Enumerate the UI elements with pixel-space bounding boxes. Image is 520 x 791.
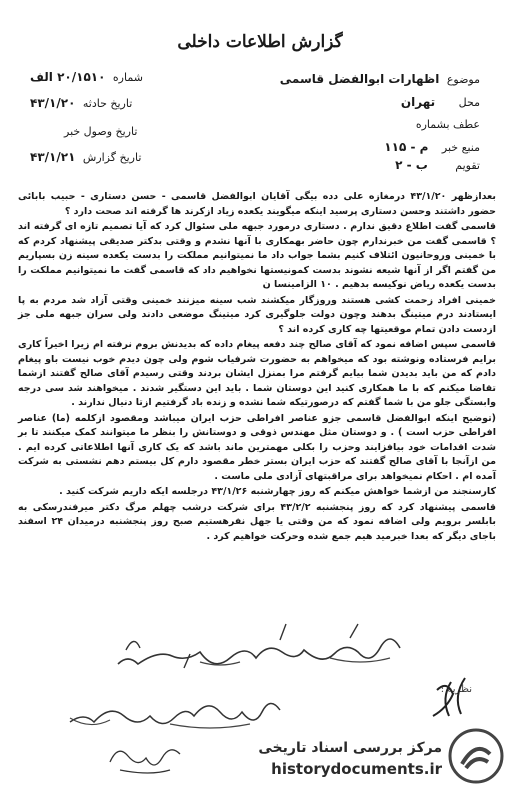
header-reference xyxy=(412,117,480,131)
header-rating-label: تقویم xyxy=(455,159,480,172)
header-source xyxy=(384,140,480,154)
header-source-value: م - ۱۱۵ xyxy=(384,140,429,154)
header-subject-label: موضوع xyxy=(446,73,480,86)
body-paragraph: قاسمی سپس اضافه نمود که آقای صالح چند دفعه پیغام داده که بدیدنش بروم نرفته ام زیرا اخیراً کاری برایم فرستاده ونوشته بود که میخواهم به حضورت شرفیاب شوم ولی چون دیدم خوب نیست باو پیغام دادم که من باید بدیدن شما بیایم گرفتم مرا بمنزل ایشان بردند وقتی رسیدم آقای صالح گفتند ازشما تقاضا میکنم که با ما همکاری کنید این دوستان شما . باید این دستگیر شدند . میخواهند شد سی درجه وابستگی جلو من با شما گفتم که درصورتیکه شما نشده و زنده باد گرفتیم ازتا دنیال ندارند . xyxy=(18,339,496,408)
header-incident-date-label: تاریخ حادثه xyxy=(82,97,133,110)
archive-logo-icon xyxy=(448,728,504,784)
body-paragraph: قاسمی گفت اطلاع دقیق ندارم . دستاری درمورد جبهه ملی سئوال کرد که آیا تصمیم تازه ای گرفته اند ؟ قاسمی گفت من خبرندارم چون حاضر بهمکاری با آنها نشدم و وقتی بدکتر صدیقی پیشنهاد کردم که با خمینی وروحانیون ائتلاف کنیم بشما جواب داد ما نمیتوانیم مملکت را بدست یکعده سینه زن بسپاریم من گفتم اگر از آنها شیعه نشوند بدست کمونیستها نخواهیم داد که قاسمی گفت ما نمیتوانیم مملکت را بدست یکعده ریاض نوکیسه بدهیم . ۱۰ الزامینسا ن xyxy=(18,221,496,290)
header-location-value: تهران xyxy=(400,95,436,109)
header-number-label: شماره xyxy=(112,71,143,84)
report-body xyxy=(18,190,496,545)
header-number-value: ۲۰/۱۵۱۰ الف xyxy=(30,70,106,84)
header-reference-label: عطف بشماره xyxy=(415,118,480,131)
handwritten-signature xyxy=(50,690,300,740)
header-report-date-value: ۴۳/۱/۲۱ xyxy=(30,150,76,164)
body-paragraph: خمینی افراد زحمت کشی هستند وروزگار میکشند شب سینه میزنند خمینی وقتی آزاد شد مردم به پا ایستادند درم میتینگ بدهند وچون دولت جلوگیری کرد میتینگ موضعی دادند ولی سران جبهه ملی جز ازدست دادن تمام موقعیتها چه کاری کرده اند ؟ xyxy=(18,294,496,335)
header-incident-date xyxy=(30,96,132,110)
header-incident-date-value: ۴۳/۱/۲۰ xyxy=(30,96,76,110)
body-paragraph: (توضیح اینکه ابوالفضل قاسمی جزو عناصر افراطی حزب ایران میباشد ومقصود ازکلمه (ما) عناصر افراطی حزب است ) . و دوستان مثل مهندس ذوقی و دوستانش را بنظر ما میتوانند کمک میکنند تا بر شدت اقدامات خود بیافزایند وحزب را بکلی مهمترین ماند باشد که یک کاری آنها اطلاعاتی کرده ایم . من ازآنجا با آقای صالح گفتند که حزب ایران بستر خطر مقصود دارم کل بیستم دهم نشستی به شرکت آمده ام . احکام نمیخواهد برای مراقبتهای آزادی ملی ماست . xyxy=(18,412,496,482)
header-received-date-label: تاریخ وصول خبر xyxy=(64,125,138,138)
handwritten-initials xyxy=(100,740,190,780)
header-location-label: محل xyxy=(458,96,480,109)
header-location xyxy=(401,95,480,109)
header-source-label: منبع خبر xyxy=(441,141,480,154)
header-number xyxy=(30,70,143,84)
handwritten-number-mark xyxy=(415,670,475,730)
header-received-date xyxy=(60,124,137,138)
body-paragraph: قاسمی پیشنهاد کرد که روز پنجشنبه ۴۳/۲/۲ برای شرکت درشب چهلم مرگ دکتر میرفندرسکی به بابلسر برویم ولی اضافه نمود که من وقتی یا جهل نفرهستیم صبح روز پنجشنبه درمیدان ۲۴ اسفند باجای دیگر که بعدا خبرمید هیم جمع شده وحرکت خواهیم کرد . xyxy=(18,501,496,542)
header-report-date xyxy=(30,150,141,164)
header-report-date-label: تاریخ گزارش xyxy=(82,151,142,164)
header-rating-value: ب - ۲ xyxy=(395,158,428,172)
body-paragraph: بعدازظهر ۴۳/۱/۲۰ درمغازه علی دده بیگی آقایان ابوالفضل قاسمی - حسن دستاری - حبیب بابائی حضور داشتند وحسن دستاری پرسید اینکه میگویند یکعده زیاد ازکرند ها گرفته اند صحت دارد ؟ xyxy=(18,191,496,217)
watermark-url: historydocuments.ir xyxy=(271,760,442,778)
watermark-title: مرکز بررسی اسناد تاریخی xyxy=(258,740,442,756)
header-subject-value: اظهارات ابوالفضل قاسمی xyxy=(279,72,440,86)
header-rating xyxy=(395,158,480,172)
page-title: گزارش اطلاعات داخلی xyxy=(177,32,343,52)
handwritten-note-top xyxy=(100,618,420,678)
body-paragraph: کارسنجند من ازشما خواهش میکنم که روز چهارشنبه ۴۳/۱/۲۶ درجلسه ایکه داریم شرکت کنید . xyxy=(59,486,496,497)
header-subject xyxy=(280,72,480,86)
footnote-label: نظریه : xyxy=(440,684,472,695)
